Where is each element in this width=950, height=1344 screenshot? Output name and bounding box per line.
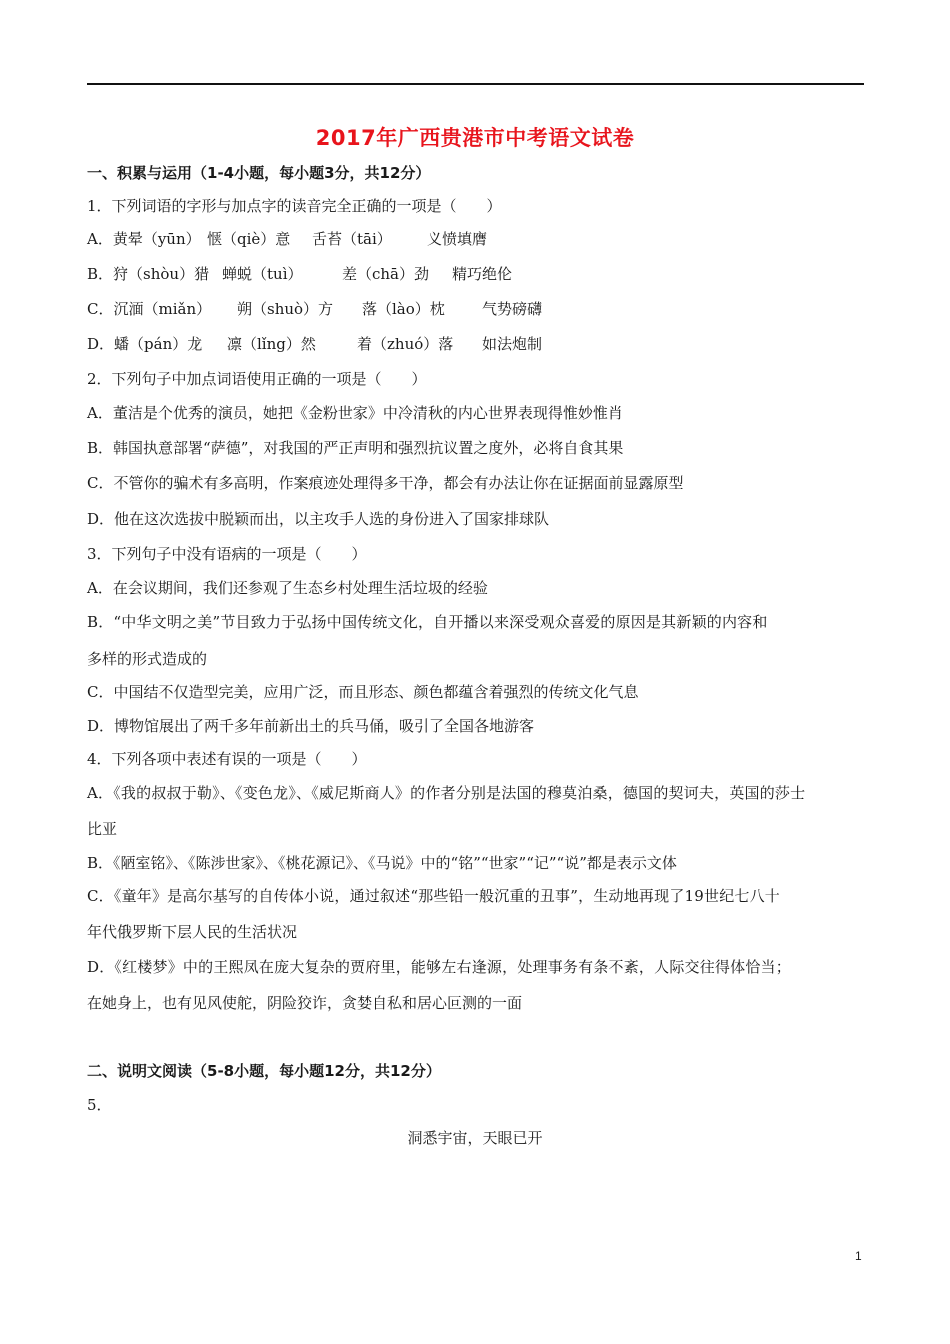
q4-option-a: A．《我的叔叔于勒》、《变色龙》、《威尼斯商人》的作者分别是法国的穆莫泊桑，德国的契诃夫，英国的莎士 [87,784,806,802]
q5-number: 5． [87,1096,112,1114]
q1-b-3: 差（chā）劲 [342,265,430,283]
q2-option-b: B．韩国执意部署“萨德”，对我国的严正声明和强烈抗议置之度外，必将自食其果 [87,439,624,457]
q4-option-a-cont: 比亚 [87,820,118,838]
q4-option-b: B．《陋室铭》、《陈涉世家》、《桃花源记》、《马说》中的“铭”“世家”“记”“说”都是表示文体 [87,854,677,872]
q1-a-4: 义愤填膺 [427,230,488,248]
q4-option-d: D．《红楼梦》中的王熙凤在庞大复杂的贾府里，能够左右逢源，处理事务有条不紊，人际交往得体恰当； [87,958,791,976]
q1-d-4: 如法炮制 [482,335,543,353]
q2-stem: 2．下列句子中加点词语使用正确的一项是（ ） [87,370,427,388]
section-1-heading: 一、积累与运用（1-4小题，每小题3分，共12分） [87,164,431,182]
q2-option-d: D．他在这次选拔中脱颖而出，以主攻手人选的身份进入了国家排球队 [87,510,550,528]
q4-option-c: C．《童年》是高尔基写的自传体小说，通过叙述“那些铅一般沉重的丑事”，生动地再现了19世纪七八十 [87,887,781,905]
q4-option-d-cont: 在她身上，也有见风使舵，阴险狡诈，贪婪自私和居心叵测的一面 [87,994,523,1012]
section-2-heading: 二、说明文阅读（5-8小题，每小题12分，共12分） [87,1062,441,1080]
q1-c-1: C．沉湎（miǎn） [87,300,212,318]
q4-stem: 4．下列各项中表述有误的一项是（ ） [87,750,367,768]
q3-option-b: B．“中华文明之美”节目致力于弘扬中国传统文化，自开播以来深受观众喜爱的原因是其新颖的内容和 [87,613,768,631]
page-number: 1 [855,1249,862,1263]
q1-a-3: 舌苔（tāi） [312,230,392,248]
q2-option-c: C．不管你的骗术有多高明，作案痕迹处理得多干净，都会有办法让你在证据面前显露原型 [87,474,684,492]
q1-option-d [87,334,867,354]
q1-c-3: 落（lào）枕 [362,300,445,318]
q1-c-2: 朔（shuò）方 [237,300,334,318]
header-rule [87,83,864,85]
q1-a-2: 惬（qiè）意 [207,230,291,248]
q1-d-3: 着（zhuó）落 [357,335,454,353]
q3-stem: 3．下列句子中没有语病的一项是（ ） [87,545,367,563]
q3-option-d: D．博物馆展出了两千多年前新出土的兵马俑，吸引了全国各地游客 [87,717,535,735]
q1-a-1: A．黄晕（yūn） [87,230,201,248]
q4-option-c-cont: 年代俄罗斯下层人民的生活状况 [87,923,298,941]
q1-b-1: B．狩（shòu）猎 [87,265,210,283]
passage-title: 洞悉宇宙，天眼已开 [407,1129,543,1147]
q1-option-b [87,264,867,284]
q1-option-c [87,299,867,319]
exam-title: 2017年广西贵港市中考语文试卷 [315,126,635,150]
q1-c-4: 气势磅礴 [482,300,543,318]
q1-option-a [87,229,867,249]
q1-b-4: 精巧绝伦 [452,265,513,283]
q1-d-2: 凛（lǐng）然 [227,335,316,353]
q1-b-2: 蝉蜕（tuì） [222,265,303,283]
q2-option-a: A．董洁是个优秀的演员，她把《金粉世家》中冷清秋的内心世界表现得惟妙惟肖 [87,404,623,422]
q1-d-1: D．蟠（pán）龙 [87,335,203,353]
q1-stem: 1．下列词语的字形与加点字的读音完全正确的一项是（ ） [87,197,502,215]
q3-option-c: C．中国结不仅造型完美，应用广泛，而且形态、颜色都蕴含着强烈的传统文化气息 [87,683,639,701]
q3-option-b-cont: 多样的形式造成的 [87,650,208,668]
q3-option-a: A．在会议期间，我们还参观了生态乡村处理生活垃圾的经验 [87,579,488,597]
